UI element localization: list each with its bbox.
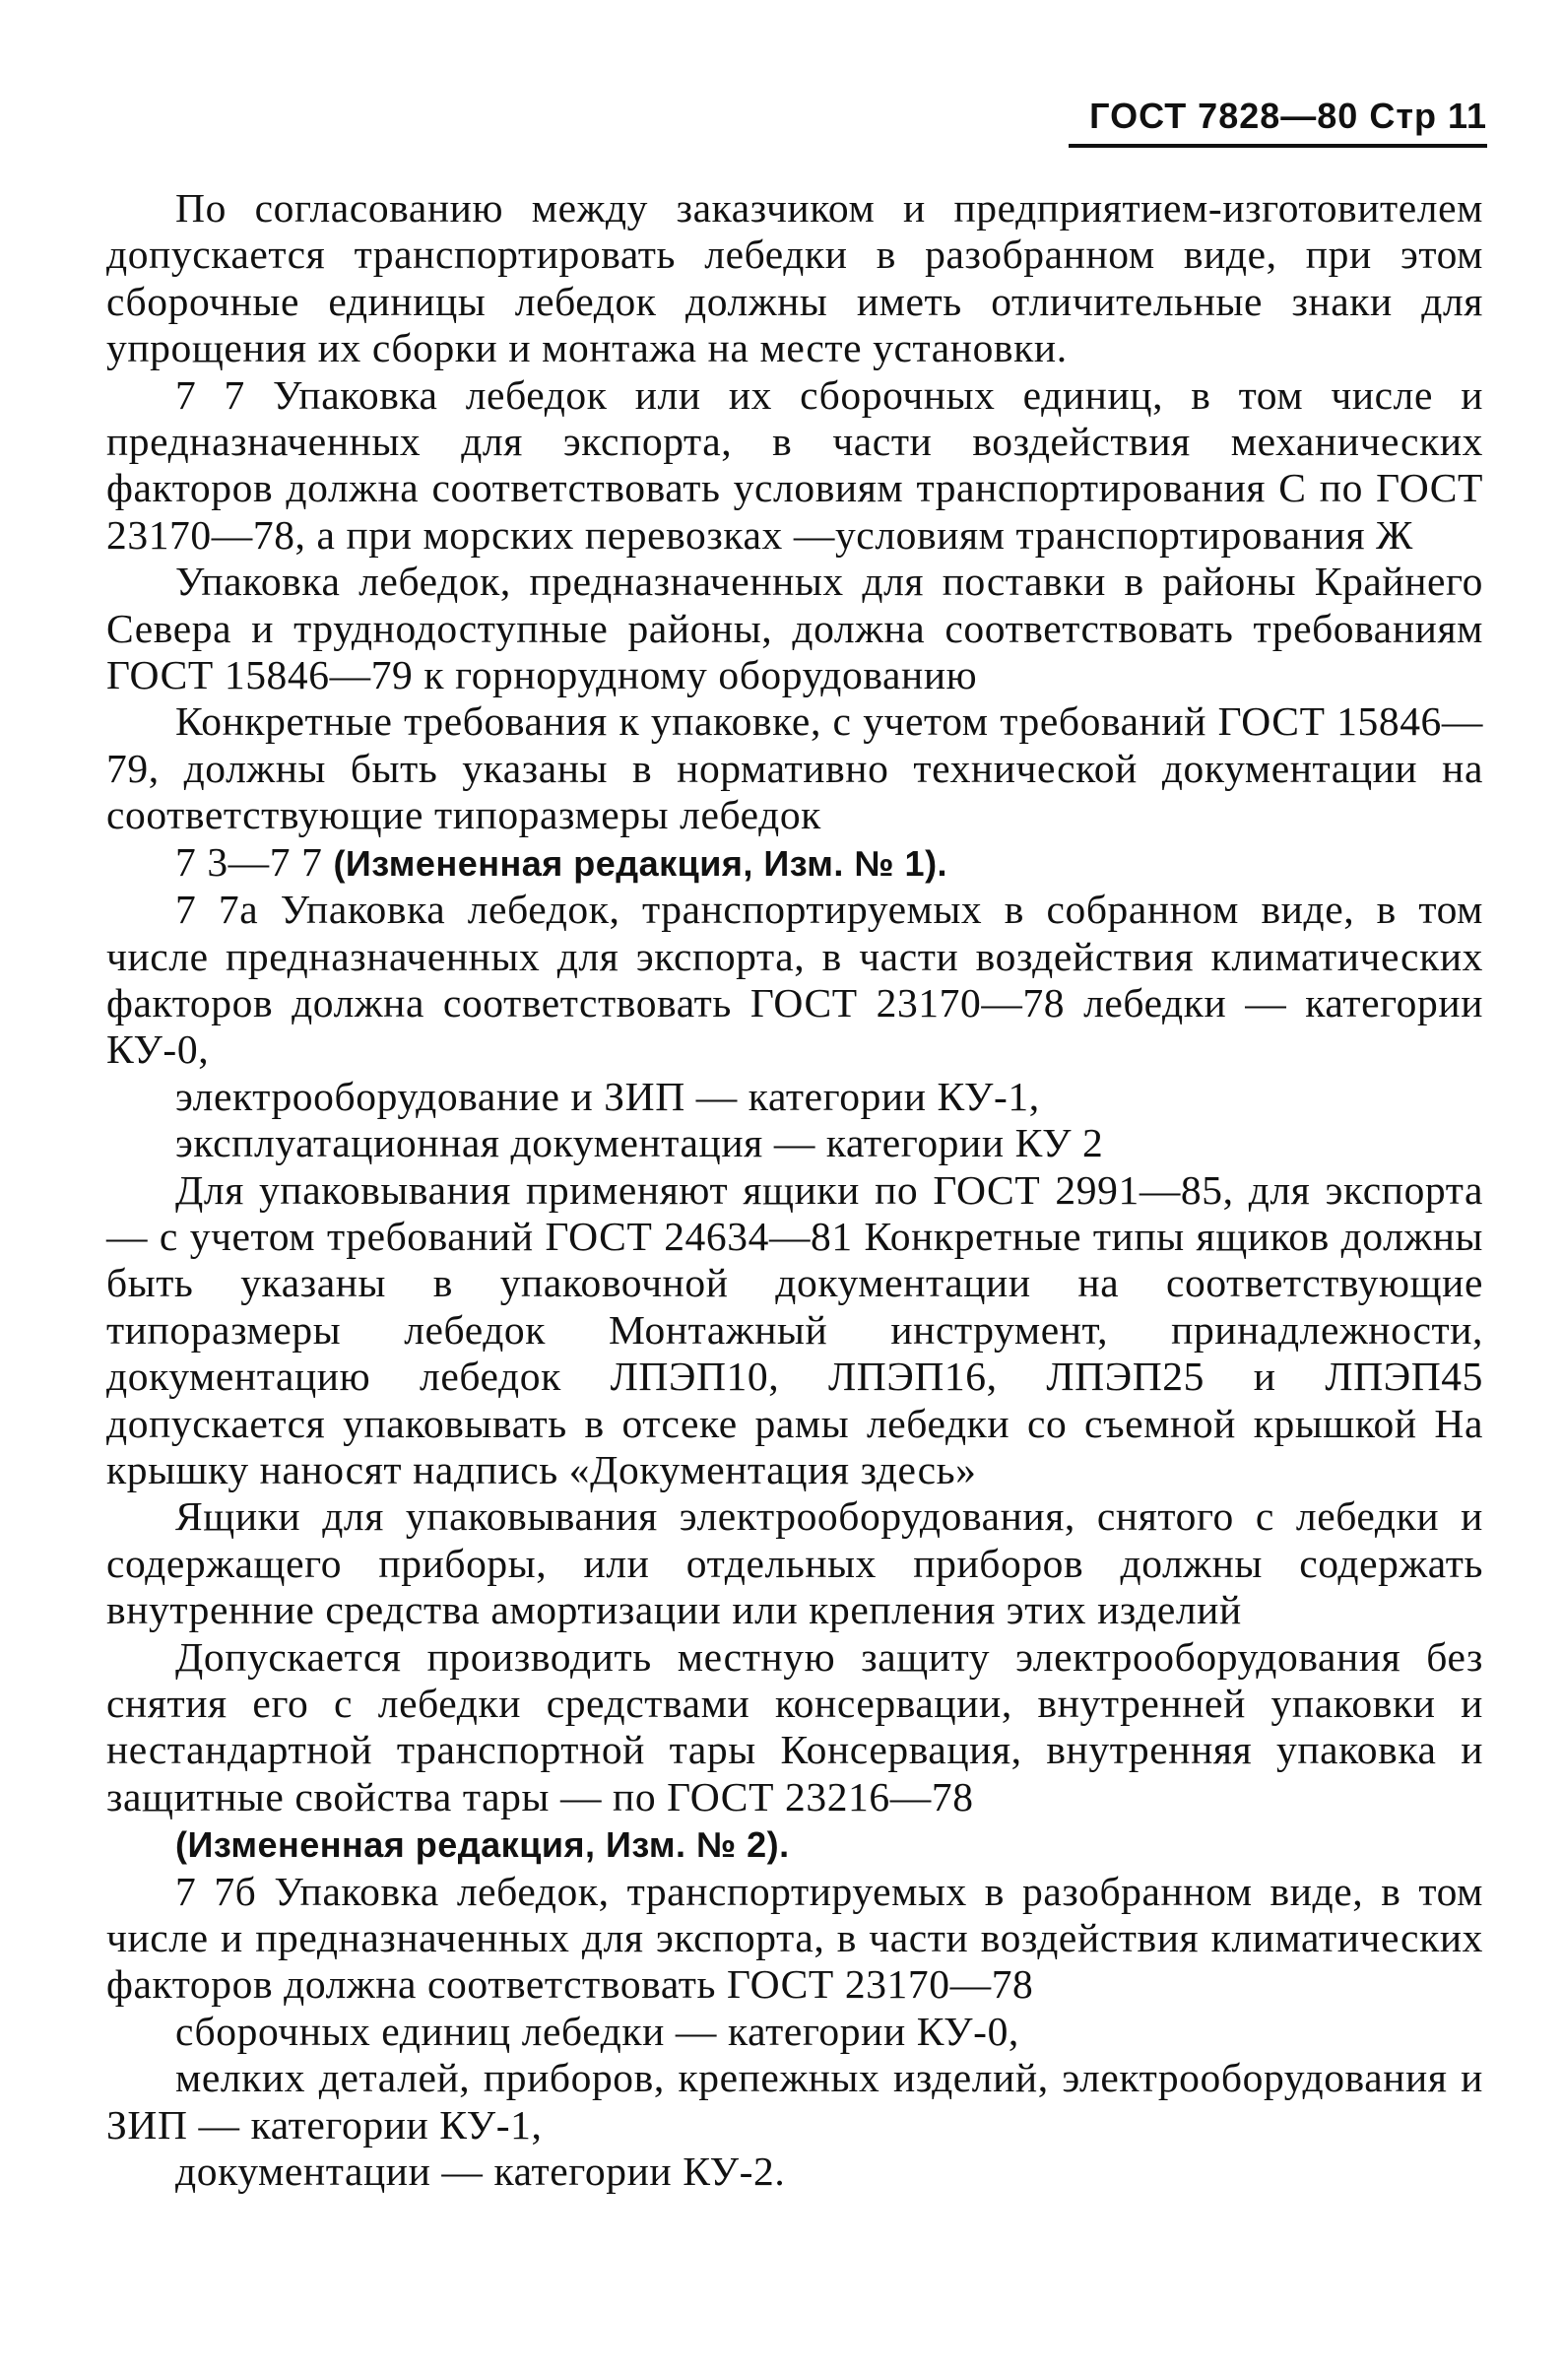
- amendment-bold: (Измененная редакция, Изм. № 1).: [333, 842, 948, 884]
- paragraph: 7 7 Упаковка лебедок или их сборочных единиц, в том числе и предназначенных для экспорта, в части воздействия механических факторов должна соответствовать условиям транспортирования С по ГОСТ 23170—78, а при морских перевозках —условиям транспортирования Ж: [106, 371, 1483, 558]
- header-text: ГОСТ 7828—80 Стр 11: [1089, 96, 1487, 136]
- paragraph: Для упаковывания применяют ящики по ГОСТ 2991—85, для экспорта — с учетом требований ГОСТ 24634—81 Конкретные типы ящиков должны быть указаны в упаковочной документации на соответствующие типоразмеры лебедок Монтажный инструмент, принадлежности, документацию лебедок ЛПЭП10, ЛПЭП16, ЛПЭП25 и ЛПЭП45 допускается упаковывать в отсеке рамы лебедки со съемной крышкой На крышку наносят надпись «Документация здесь»: [106, 1166, 1483, 1492]
- paragraph: 7 7а Упаковка лебедок, транспортируемых в собранном виде, в том числе предназначенных для экспорта, в части воздействия климатических факторов должна соответствовать ГОСТ 23170—78 лебедки — категории КУ-0,: [106, 887, 1483, 1073]
- document-body: [106, 185, 1483, 2195]
- clause-range: 7 3—7 7: [175, 838, 323, 885]
- list-line: мелких деталей, приборов, крепежных изделий, электрооборудования и ЗИП — категории КУ-1,: [106, 2055, 1483, 2148]
- paragraph: По согласованию между заказчиком и предприятием-изготовителем допускается транспортировать лебедки в разобранном виде, при этом сборочные единицы лебедок должны иметь отличительные знаки для упрощения их сборки и монтажа на месте установки.: [106, 185, 1483, 371]
- list-line: сборочных единиц лебедки — категории КУ-0,: [175, 2008, 1019, 2054]
- page-header: [1069, 95, 1487, 148]
- amendment-note: [106, 1820, 1483, 1868]
- paragraph: Ящики для упаковывания электрооборудования, снятого с лебедки и содержащего приборы, или отдельных приборов должны содержать внутренние средства амортизации или крепления этих изделий: [106, 1493, 1483, 1633]
- paragraph: Конкретные требования к упаковке, с учетом требований ГОСТ 15846—79, должны быть указаны в нормативно технической документации на соответствующие типоразмеры лебедок: [106, 698, 1483, 838]
- list-line: эксплуатационная документация — категории КУ 2: [175, 1120, 1104, 1166]
- amendment-bold: (Измененная редакция, Изм. № 2).: [175, 1824, 790, 1866]
- list-line: электрооборудование и ЗИП — категории КУ-1,: [175, 1073, 1040, 1119]
- paragraph: Упаковка лебедок, предназначенных для поставки в районы Крайнего Севера и труднодоступные районы, должна соответствовать требованиям ГОСТ 15846—79 к горнорудному оборудованию: [106, 559, 1483, 698]
- paragraph: Допускается производить местную защиту электрооборудования без снятия его с лебедки средствами консервации, внутренней упаковки и нестандартной транспортной тары Консервация, внутренняя упаковка и защитные свойства тары — по ГОСТ 23216—78: [106, 1633, 1483, 1819]
- amendment-note: [106, 839, 1483, 887]
- list-line: документации — категории КУ-2.: [175, 2149, 786, 2195]
- paragraph: 7 7б Упаковка лебедок, транспортируемых в разобранном виде, в том числе и предназначенных для экспорта, в части воздействия климатических факторов должна соответствовать ГОСТ 23170—78: [106, 1868, 1483, 2008]
